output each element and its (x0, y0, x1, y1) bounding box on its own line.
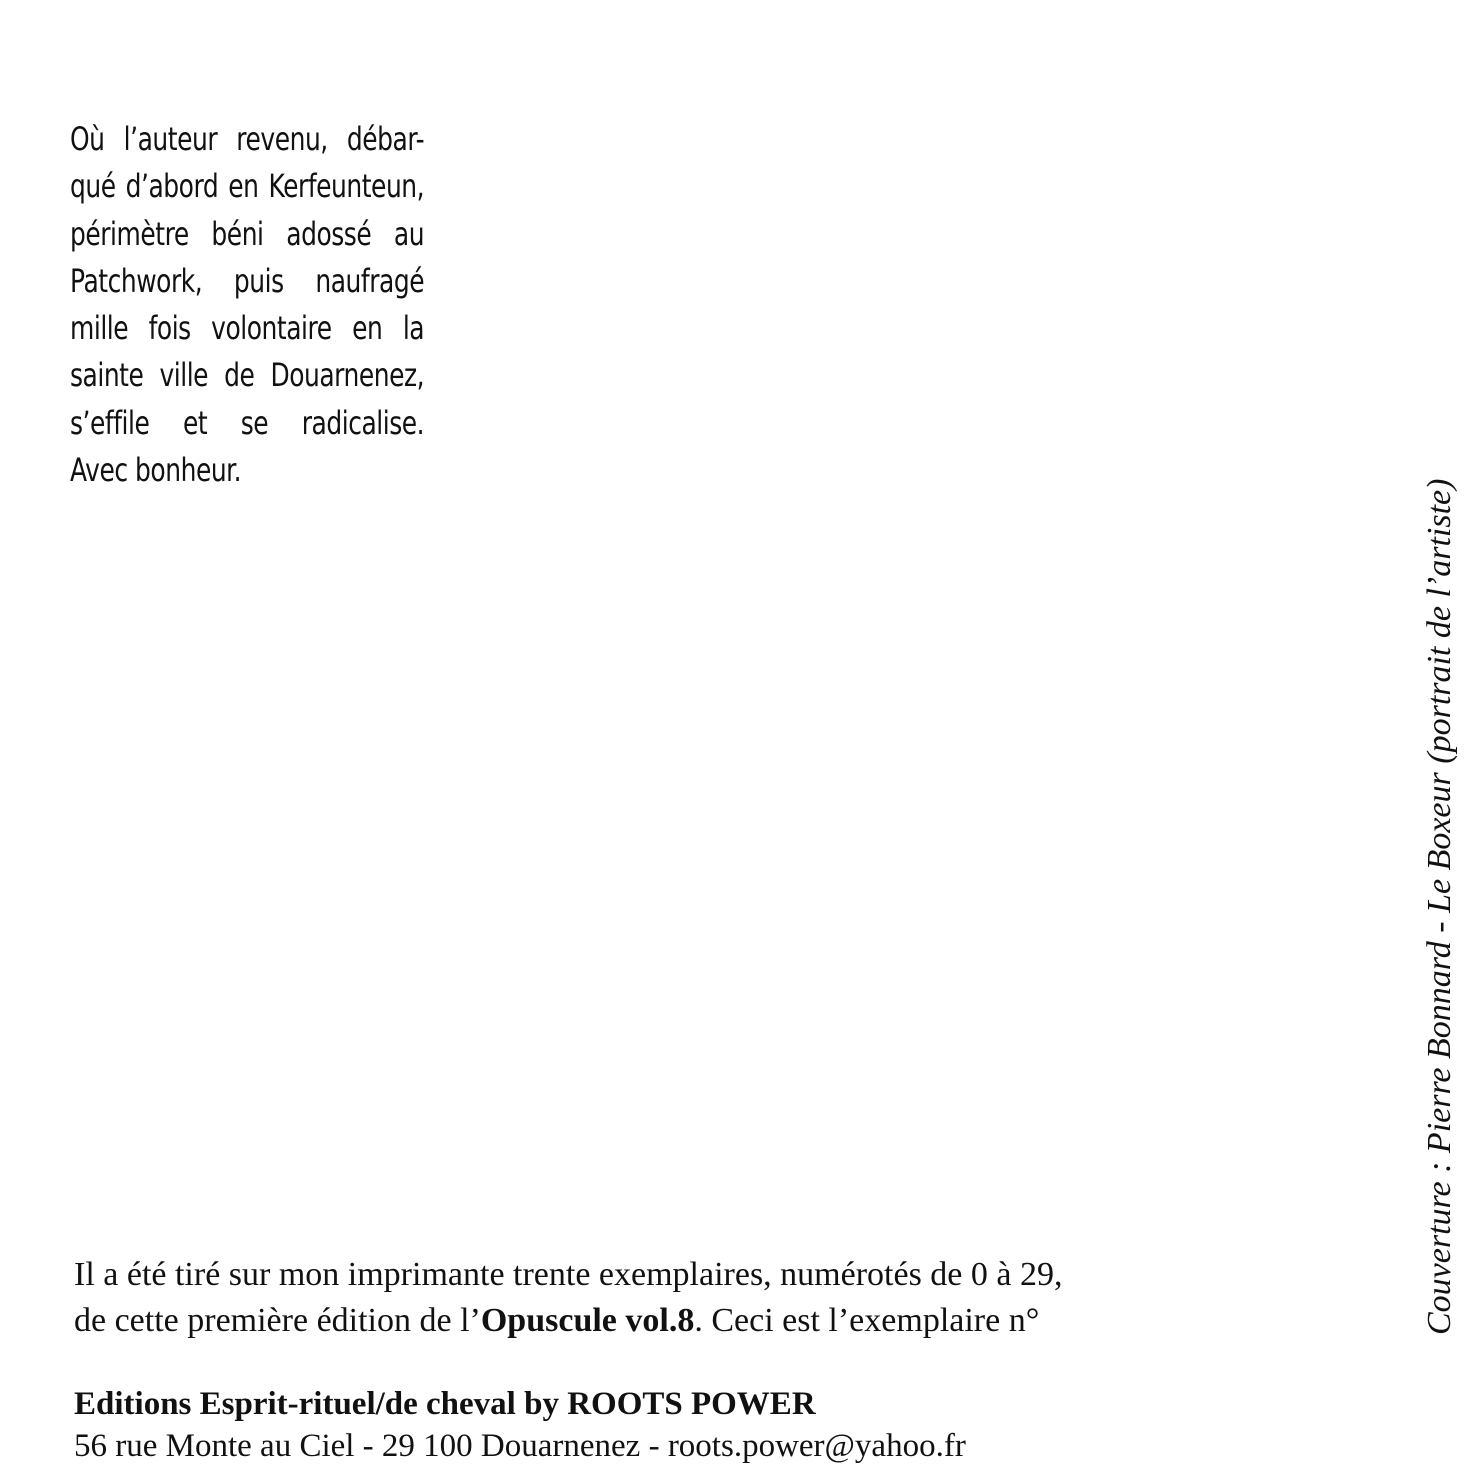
print-run-line-1: Il a été tiré sur mon imprimante trente exemplaires, numérotés de 0 à 29, (74, 1256, 1063, 1293)
publisher-name: Editions Esprit-rituel/de cheval by ROOTS POWER (74, 1386, 816, 1422)
back-cover-blurb (70, 116, 424, 494)
blurb-line: mille fois volontaire en la (70, 309, 425, 348)
print-run-text: . Ceci est l’exemplaire n° (694, 1302, 1040, 1339)
publisher-address: 56 rue Monte au Ciel - 29 100 Douarnenez - roots.power@yahoo.fr (74, 1428, 966, 1464)
cover-credit: Couverture : Pierre Bonnard - Le Boxeur (portrait de l’artiste) (1421, 478, 1458, 1335)
print-run-notice (74, 1252, 1063, 1344)
publisher-block (74, 1383, 966, 1467)
blurb-line: périmètre béni adossé au (70, 214, 425, 253)
blurb-line: Avec bonheur. (70, 451, 242, 490)
opuscule-title: Opuscule vol.8 (480, 1302, 695, 1339)
blurb-line: s’effile et se radicalise. (70, 403, 425, 442)
blurb-line: qué d’abord en Kerfeunteun, (70, 167, 425, 206)
print-run-line-2 (74, 1298, 1063, 1344)
blurb-line: sainte ville de Douarnenez, (70, 356, 425, 395)
blurb-line: Patchwork, puis naufragé (70, 261, 425, 300)
blurb-line: Où l’auteur revenu, débar- (70, 120, 425, 158)
print-run-text: de cette première édition de l’ (74, 1302, 481, 1339)
